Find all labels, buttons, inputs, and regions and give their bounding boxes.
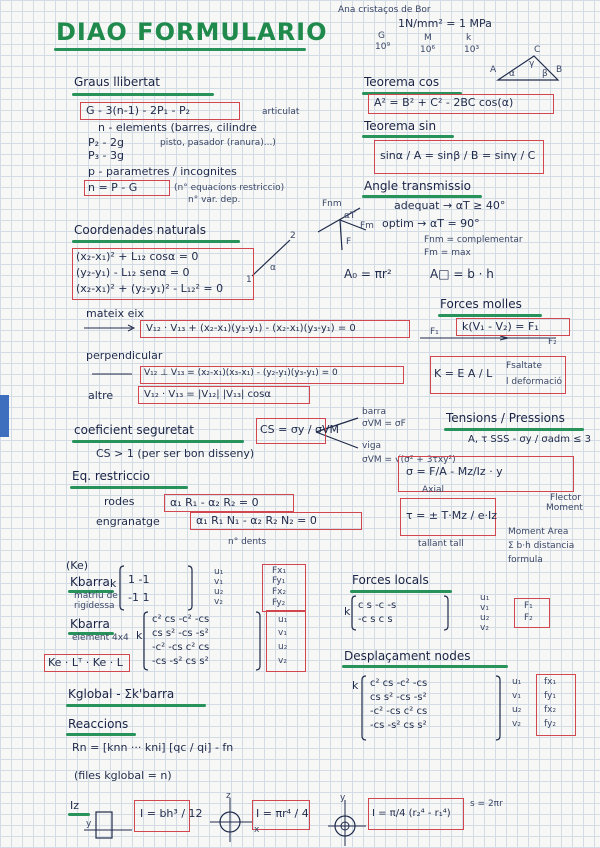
restr-underline <box>70 486 188 489</box>
kbarra2-vec-3: v₂ <box>278 656 287 666</box>
forces-underline <box>438 314 542 317</box>
iz-label-y: y <box>86 819 92 829</box>
engr-note: n° dents <box>228 537 267 547</box>
despl-res-0: fx₁ <box>544 677 557 687</box>
local-title: Forces locals <box>352 573 429 587</box>
kbarra-vec1-3: v₂ <box>214 597 223 607</box>
kbarra-vec1-0: u₁ <box>214 567 224 577</box>
local-vec-2: u₂ <box>480 613 490 623</box>
kbarra-matrix-row1: 1 -1 <box>128 573 150 586</box>
coef-formula: CS = σy / σVM <box>260 423 340 436</box>
restr-title: Eq. restriccio <box>72 469 150 483</box>
angle-title: Angle transmissio <box>364 179 472 193</box>
local-row1: c s -c -s <box>358 600 397 611</box>
forces-f1: F₁ <box>430 327 439 337</box>
units-line: 1N/mm² = 1 MPa <box>398 17 492 30</box>
coef-title: coeficient seguretat <box>74 423 194 437</box>
triangle-label-gamma: γ <box>529 59 535 69</box>
sin-title: Teorema sin <box>364 119 437 133</box>
viga-label: viga <box>362 441 382 451</box>
graus-formula: G - 3(n-1) - 2P₁ - P₂ <box>86 104 191 117</box>
triangle-label-alpha: α <box>509 69 515 79</box>
tau-side-2: Σ b·h distancia <box>508 541 575 551</box>
graus-underline <box>72 93 214 96</box>
coord-eq1: (x₂-x₁)² + L₁₂ cosα = 0 <box>76 250 199 263</box>
despl-k: k <box>352 679 359 692</box>
ke-label: (Ke) <box>66 559 89 572</box>
forces-formula: k(V₁ - V₂) = F₁ <box>462 320 539 333</box>
coef-note: CS > 1 (per ser bon disseny) <box>96 447 255 460</box>
np-note: (n° equacions restriccio) <box>174 183 285 193</box>
angle-fig-fnm: Fnm <box>322 199 342 209</box>
coord-eq3: (x₂-x₁)² + (y₂-y₁)² - L₁₂² = 0 <box>76 282 224 295</box>
angle-underline <box>362 195 482 198</box>
despl-title: Desplaçament nodes <box>344 649 471 663</box>
kbarra-vec1-1: v₁ <box>214 577 223 587</box>
kbarra-vec1-2: u₂ <box>214 587 224 597</box>
kbarra-label: Kbarra <box>70 575 110 589</box>
triangle-label-beta: β <box>542 69 548 79</box>
tau-note-flector: Flector <box>550 493 581 503</box>
kbarra-sub: matriu de rigidessa <box>74 591 118 611</box>
forces-f2: F₂ <box>548 337 557 347</box>
graus-p3: P₃ - 3g <box>88 149 124 162</box>
params-line: p - parametres / incognites <box>88 165 237 178</box>
coord-title: Coordenades naturals <box>74 223 206 237</box>
final-note: s = 2πr <box>470 799 503 809</box>
kbarra2-row2: cs s² -cs -s² <box>152 628 209 639</box>
page-title: DIAO FORMULARIO <box>56 18 328 46</box>
local-k: k <box>344 605 351 618</box>
kbarra2-row3: -c² -cs c² cs <box>152 642 210 653</box>
coord-fig-1: 1 <box>246 275 252 285</box>
despl-res-2: fx₂ <box>544 705 557 715</box>
engr-label: engranatge <box>96 515 160 528</box>
barra-label: barra <box>362 407 386 417</box>
axis-z: z <box>226 791 231 801</box>
inertia-rect: I = bh³ / 12 <box>140 807 203 820</box>
graus-p2: P₂ - 2g <box>88 136 124 149</box>
tau-note-moment: Moment <box>546 503 583 513</box>
iz-label: Iz <box>70 799 80 812</box>
tension-title: Tensions / Pressions <box>446 411 565 425</box>
tau-bottom: tallant tall <box>418 539 464 549</box>
kbarra-matrix-row2: -1 1 <box>128 591 150 604</box>
kglobal-title: Kglobal - Σk'barra <box>68 687 175 701</box>
inertia-ring: I = π/4 (r₂⁴ - r₁⁴) <box>372 808 451 819</box>
matriu-label: mateix eix <box>86 307 144 320</box>
despl-row4: -cs -s² cs s² <box>370 720 427 731</box>
local-row2: -c s c s <box>358 614 393 625</box>
kbarra2-vec-1: v₁ <box>278 628 287 638</box>
graus-p2-note: pisto, pasador (ranura)...) <box>160 138 276 148</box>
angle-fig-at: αT <box>344 211 356 221</box>
tau-side-3: formula <box>508 555 543 565</box>
despl-res-1: fy₁ <box>544 691 556 701</box>
despl-vec-1: v₁ <box>512 691 521 701</box>
local-res-1: F₂ <box>524 613 533 623</box>
k-note1: Fsaltate <box>506 361 542 371</box>
axis-x: x <box>254 825 260 835</box>
coef-underline <box>72 440 244 443</box>
angle-line1: adequat → αT ≥ 40° <box>394 199 506 212</box>
triangle-label-a: A <box>490 65 497 75</box>
sin-underline <box>362 135 454 138</box>
perp-eq: V₁₂ ⊥ V₁₃ = (x₂-x₁)(x₃-x₁) - (y₂-y₁)(y₃-y₁) = 0 <box>144 368 338 378</box>
area-rect: A□ = b · h <box>430 267 494 281</box>
np-formula: n = P - G <box>88 181 138 194</box>
despl-row2: cs s² -cs -s² <box>370 692 427 703</box>
cos-formula: A² = B² + C² - 2BC cos(α) <box>374 96 514 109</box>
k-formula: K = E A / L <box>434 367 493 380</box>
despl-underline <box>342 665 508 668</box>
tau-side-1: Moment Area <box>508 527 569 537</box>
perp-label: perpendicular <box>86 349 163 362</box>
side-badge <box>0 395 9 437</box>
prefix-k-val: 10³ <box>464 45 480 55</box>
triangle-shape <box>498 56 558 80</box>
reaccions-eq: Rn = [knn ··· kni] [qc / qi] - fn <box>72 741 234 754</box>
axis-y: y <box>340 793 346 803</box>
author-note: Ana cristaços de Bor <box>338 5 431 15</box>
prefix-g-val: 10⁹ <box>375 42 391 52</box>
despl-vec-3: v₂ <box>512 719 521 729</box>
despl-res-3: fy₂ <box>544 719 556 729</box>
coord-underline <box>72 240 240 243</box>
reaccions-underline <box>66 733 136 736</box>
despl-row1: c² cs -c² -cs <box>370 678 428 689</box>
prefix-m: M <box>424 33 432 43</box>
engr-eq: α₁ R₁ N₁ - α₂ R₂ N₂ = 0 <box>196 514 317 527</box>
graus-extra-note: articulat <box>262 107 300 117</box>
angle-line3: Fnm = complementar <box>424 235 523 245</box>
coord-fig-2: 2 <box>290 231 296 241</box>
inertia-rect-shape <box>96 812 112 838</box>
despl-row3: -c² -cs c² cs <box>370 706 428 717</box>
triangle-label-b: B <box>556 65 563 75</box>
kbarra2-label: Kbarra <box>70 617 110 631</box>
angle-fig-fm: Fm <box>360 221 374 231</box>
tau-note-axial: Axial <box>422 485 444 495</box>
coord-eq2: (y₂-y₁) - L₁₂ senα = 0 <box>76 266 190 279</box>
prefix-k: k <box>466 33 472 43</box>
sigma-formula: σ = F/A - Mz/Iz · y <box>406 465 503 478</box>
kbarra2-row4: -cs -s² cs s² <box>152 656 209 667</box>
prefix-m-val: 10⁶ <box>420 45 436 55</box>
iz-underline <box>68 813 90 816</box>
kbarra2-k: k <box>136 629 143 642</box>
forces-title: Forces molles <box>440 297 522 311</box>
angle-line2: optim → αT = 90° <box>382 217 480 230</box>
kbarra-vec2-0: Fx₁ <box>272 566 287 576</box>
altre-eq: V₁₂ · V₁₃ = |V₁₂| |V₁₃| cosα <box>144 389 271 400</box>
inertia-circle: I = πr⁴ / 4 <box>256 807 309 820</box>
local-res-0: F₁ <box>524 601 533 611</box>
area-circle: A₀ = πr² <box>344 267 392 281</box>
cos-title: Teorema cos <box>364 75 440 89</box>
prefix-g: G <box>378 31 385 41</box>
tension-underline <box>444 428 584 431</box>
graus-title: Graus llibertat <box>74 75 160 89</box>
tau-formula: τ = ± T·Mz / e·Iz <box>406 509 498 522</box>
angle-line4: Fm = max <box>424 248 471 258</box>
matriu-eq: V₁₂ · V₁₃ + (x₂-x₁)(y₃-y₁) - (x₂-x₁)(y₃-y₁) = 0 <box>146 323 356 334</box>
kbarra-vec2-3: Fy₂ <box>272 598 286 608</box>
kbarra2-vec-0: u₁ <box>278 615 288 625</box>
barra-eq: σVM = σF <box>362 419 406 429</box>
rodes-label: rodes <box>104 495 135 508</box>
reaccions-note: (files kglobal = n) <box>74 769 172 782</box>
altre-label: altre <box>88 389 114 402</box>
local-vec-3: v₂ <box>480 623 489 633</box>
kbarra2-vec-2: u₂ <box>278 642 288 652</box>
rodes-eq: α₁ R₁ - α₂ R₂ = 0 <box>170 496 259 509</box>
tension-line: A, τ SSS - σy / σadm ≤ 3 <box>468 434 592 445</box>
local-underline <box>350 590 452 593</box>
graus-n: n - elements (barres, cilindre <box>98 121 257 134</box>
triangle-label-c: C <box>534 45 541 55</box>
despl-vec-2: u₂ <box>512 705 522 715</box>
ke-formula: Ke · Lᵀ · Ke · L <box>48 656 123 669</box>
reaccions-title: Reaccions <box>68 717 129 731</box>
kbarra-k: k <box>110 577 117 590</box>
despl-vec-0: u₁ <box>512 677 522 687</box>
local-vec-1: v₁ <box>480 603 489 613</box>
kbarra2-row1: c² cs -c² -cs <box>152 614 210 625</box>
np-sub: n° var. dep. <box>188 195 241 205</box>
sin-formula: sinα / A = sinβ / B = sinγ / C <box>380 149 536 162</box>
local-vec-0: u₁ <box>480 593 490 603</box>
kbarra-vec2-1: Fy₁ <box>272 576 286 586</box>
viga-eq: σVM = √(σ² + 3τxy²) <box>362 455 456 465</box>
angle-fig-f: F <box>346 237 352 247</box>
kbarra-vec2-2: Fx₂ <box>272 587 287 597</box>
k-note2: l deformació <box>506 377 563 387</box>
coord-fig-alpha: α <box>270 263 276 273</box>
kbarra2-sub: element 4x4 <box>72 633 129 643</box>
kglobal-underline <box>66 704 206 707</box>
